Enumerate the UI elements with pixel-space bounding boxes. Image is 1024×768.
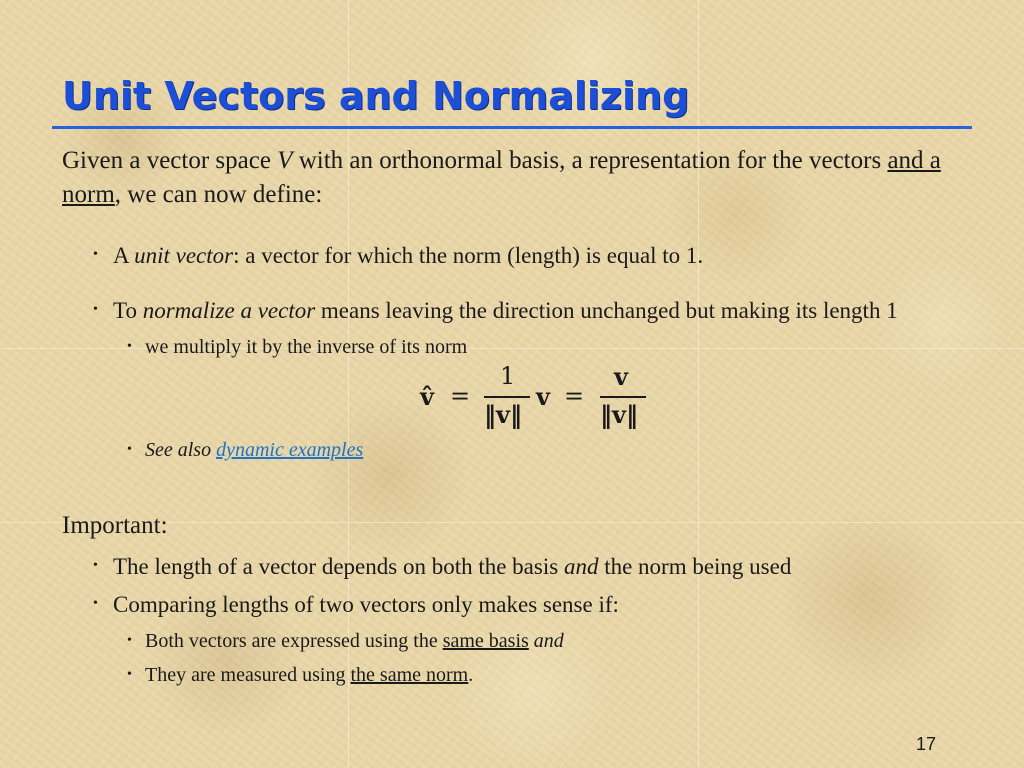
same-basis-underlined: same basis [442, 630, 529, 652]
formula-vector-v: v [536, 382, 550, 411]
formula-equals: = [564, 382, 585, 410]
bullet-dot-icon: • [127, 633, 132, 648]
bullet-dot-icon: • [93, 558, 98, 573]
formula-numerator-one: 1 [500, 362, 516, 390]
bullet-dot-icon: • [93, 247, 98, 262]
bullet-dot-icon: • [93, 302, 98, 317]
formula-fraction-bar [484, 396, 530, 398]
bullet-text: means leaving the direction unchanged but making its length 1 [315, 298, 898, 323]
bullet-text: the norm being used [598, 554, 792, 579]
normalization-formula [418, 360, 658, 432]
background-seam [698, 0, 699, 768]
sub-bullet-same-norm [127, 664, 474, 687]
vector-space-symbol: V [277, 147, 293, 174]
title-underline-rule [52, 126, 972, 129]
bullet-normalize [93, 298, 898, 324]
bullet-dot-icon: • [127, 339, 132, 354]
formula-denominator-norm: ‖v‖ [600, 400, 638, 429]
bullet-emphasis: and [563, 554, 599, 579]
formula-numerator-v: v [614, 362, 628, 391]
sub-bullet-text: Both vectors are expressed using the [145, 630, 443, 652]
sub-bullet-text: They are measured using [145, 664, 351, 686]
important-heading: Important: [62, 512, 168, 539]
sub-bullet-emphasis: and [533, 630, 564, 652]
bullet-text: A [113, 243, 135, 268]
intro-text: with an orthonormal basis, a representation for the vectors [292, 147, 888, 174]
bullet-text: Comparing lengths of two vectors only makes sense if: [113, 592, 619, 617]
bullet-unit-vector [93, 243, 704, 269]
formula-denominator-norm: ‖v‖ [484, 400, 522, 429]
sub-bullet-multiply [127, 336, 468, 359]
bullet-dot-icon: • [93, 596, 98, 611]
sub-bullet-same-basis [127, 630, 564, 653]
intro-text: Given a vector space [62, 147, 278, 174]
bullet-text: The length of a vector depends on both the basis [113, 554, 564, 579]
intro-text: , we can now define: [114, 181, 323, 208]
bullet-dot-icon: • [127, 667, 132, 682]
bullet-dot-icon: • [127, 442, 132, 457]
bullet-comparing-lengths [93, 592, 619, 618]
formula-fraction-bar [600, 396, 646, 398]
sub-bullet-see-also [127, 439, 364, 462]
sub-bullet-text: we multiply it by the inverse of its norm [145, 336, 468, 358]
dynamic-examples-link[interactable]: dynamic examples [216, 439, 364, 461]
sub-bullet-text: . [468, 664, 474, 686]
bullet-text: : a vector for which the norm (length) is equal to 1. [233, 243, 704, 268]
formula-v-hat: v̂ [420, 382, 434, 411]
bullet-term: unit vector [134, 243, 234, 268]
same-norm-underlined: the same norm [350, 664, 469, 686]
bullet-text: To [113, 298, 143, 323]
intro-underlined-text: and a norm [62, 147, 941, 208]
slide-title: Unit Vectors and Normalizing [62, 74, 690, 118]
formula-equals: = [450, 382, 471, 410]
see-also-label: See also [145, 439, 217, 461]
intro-paragraph [62, 144, 1002, 212]
bullet-term: normalize a vector [142, 298, 316, 323]
page-number: 17 [916, 734, 937, 754]
bullet-length-depends [93, 554, 792, 580]
